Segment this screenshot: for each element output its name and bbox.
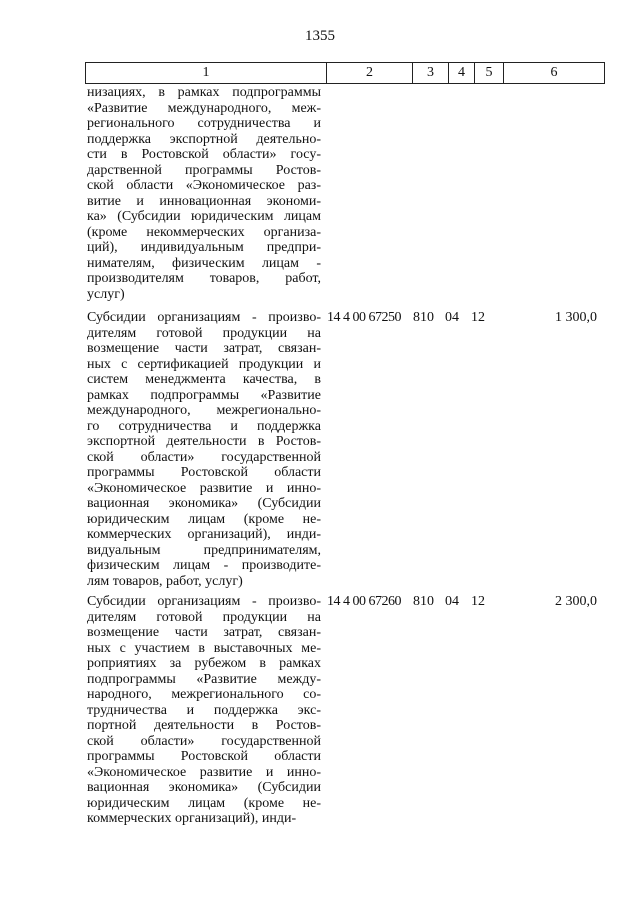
table-row	[87, 85, 635, 302]
description-line: «Развитие международного, меж-	[87, 100, 321, 116]
header-col-2: 2	[327, 63, 413, 83]
description-line: юридическим лицам (кроме не-	[87, 511, 321, 527]
header-col-5: 5	[475, 63, 504, 83]
description-line: систем менеджмента качества, в	[87, 372, 321, 387]
table-row	[87, 310, 635, 589]
amount: 1 300,0	[555, 310, 597, 325]
header-col-3: 3	[413, 63, 449, 83]
header-col-1: 1	[86, 63, 327, 83]
row-description	[87, 594, 321, 827]
description-line: народного, межрегионального со-	[87, 687, 321, 702]
description-line: дарственной программы Ростов-	[87, 162, 321, 178]
description-line: программы Ростовской области	[87, 465, 321, 480]
description-line: ций), индивидуальным предпри-	[87, 240, 321, 255]
description-line: нимателям, физическим лицам -	[87, 255, 321, 271]
description-line: поддержка экспортной деятельно-	[87, 131, 321, 147]
description-line: вационная экономика» (Субсидии	[87, 780, 321, 795]
description-line: коммерческих организаций), инди-	[87, 811, 297, 826]
description-line: дителям готовой продукции на	[87, 609, 321, 625]
expense-type: 810	[413, 310, 434, 325]
expense-type: 810	[413, 594, 434, 609]
table-header	[85, 62, 605, 84]
description-line: низациях, в рамках подпрограммы	[87, 85, 321, 100]
header-col-6: 6	[550, 65, 558, 80]
description-line: возмещение части затрат, связан-	[87, 341, 321, 356]
description-line: го сотрудничества и поддержка	[87, 418, 321, 434]
description-line: витие и инновационная экономи-	[87, 193, 321, 209]
section: 04	[445, 594, 459, 609]
description-line: регионального сотрудничества и	[87, 116, 321, 131]
description-line: программы Ростовской области	[87, 749, 321, 764]
description-line: ской области «Экономическое раз-	[87, 178, 321, 193]
description-line: ных с сертификацией продукции и	[87, 356, 321, 372]
description-line: сти в Ростовской области» госу-	[87, 147, 321, 162]
subsection: 12	[471, 594, 485, 609]
description-line: «Экономическое развитие и инно-	[87, 764, 321, 780]
description-line: ской области» государственной	[87, 733, 321, 749]
description-line: ской области» государственной	[87, 449, 321, 465]
description-line: услуг)	[87, 286, 125, 302]
page-number: 1355	[305, 28, 335, 44]
description-line: коммерческих организаций), инди-	[87, 527, 321, 542]
header-col-4: 4	[449, 63, 475, 83]
row-description	[87, 85, 321, 302]
description-line: международного, межрегионально-	[87, 403, 321, 418]
description-line: портной деятельности в Ростов-	[87, 718, 321, 733]
description-line: рамках подпрограммы «Развитие	[87, 387, 321, 403]
table-row	[87, 594, 635, 827]
amount: 2 300,0	[555, 594, 597, 609]
section: 04	[445, 310, 459, 325]
description-line: Субсидии организациям - произво-	[87, 594, 321, 609]
description-line: вационная экономика» (Субсидии	[87, 496, 321, 511]
description-line: лям товаров, работ, услуг)	[87, 573, 243, 589]
description-line: Субсидии организациям - произво-	[87, 310, 321, 325]
description-line: юридическим лицам (кроме не-	[87, 795, 321, 811]
description-line: трудничества и поддержка экс-	[87, 702, 321, 718]
description-line: дителям готовой продукции на	[87, 325, 321, 341]
description-line: производителям товаров, работ,	[87, 271, 321, 286]
description-line: экспортной деятельности в Ростов-	[87, 434, 321, 449]
description-line: ных с участием в выставочных ме-	[87, 640, 321, 656]
description-line: «Экономическое развитие и инно-	[87, 480, 321, 496]
subsection: 12	[471, 310, 485, 325]
description-line: видуальным предпринимателям,	[87, 542, 321, 558]
description-line: ка» (Субсидии юридическим лицам	[87, 209, 321, 224]
description-line: (кроме некоммерческих организа-	[87, 224, 321, 240]
description-line: возмещение части затрат, связан-	[87, 625, 321, 640]
row-description	[87, 310, 321, 589]
description-line: роприятиях за рубежом в рамках	[87, 656, 321, 671]
csr-code: 14 4 00 67260	[327, 594, 401, 609]
description-line: физическим лицам - производите-	[87, 558, 321, 573]
csr-code: 14 4 00 67250	[327, 310, 401, 325]
description-line: подпрограммы «Развитие между-	[87, 671, 321, 687]
